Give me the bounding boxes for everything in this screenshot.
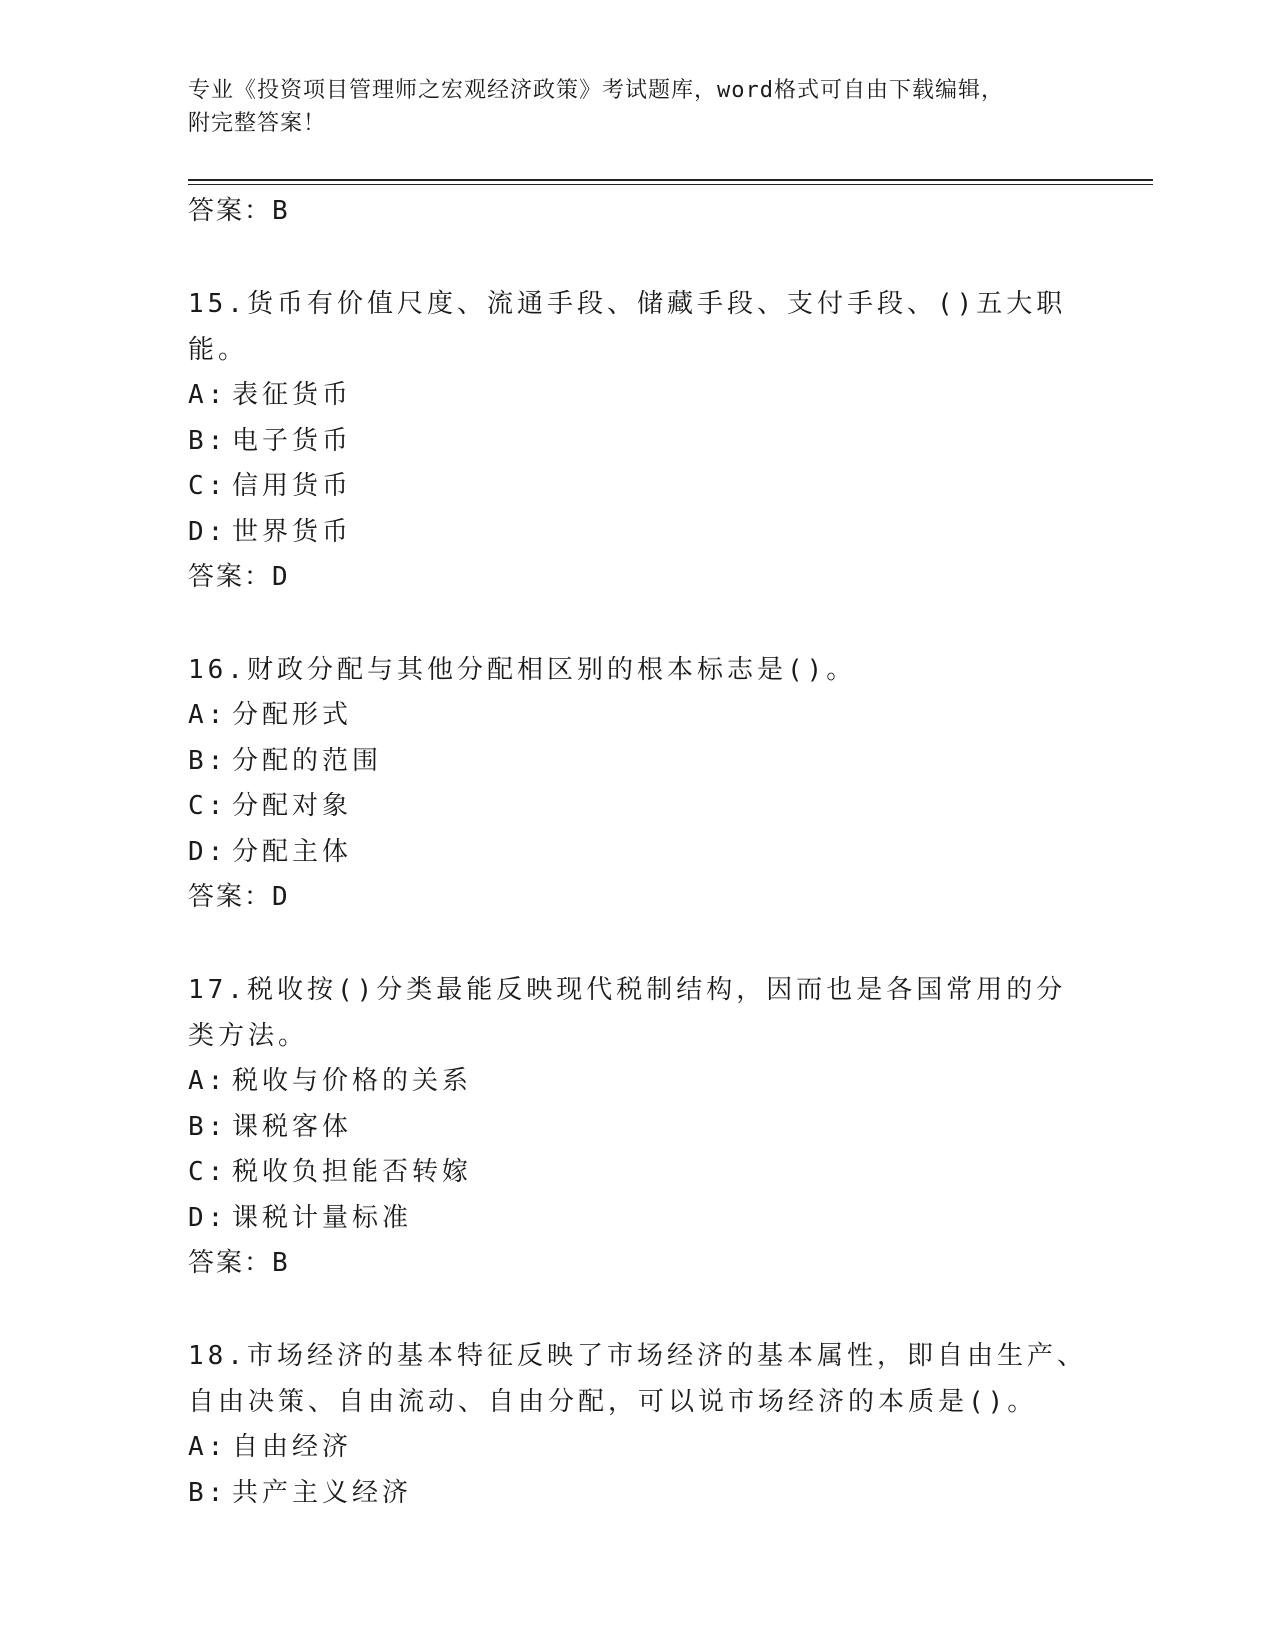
option-letter: B: (188, 1111, 228, 1142)
option-letter: D: (188, 1202, 228, 1233)
question-text: 17.税收按()分类最能反映现代税制结构，因而也是各国常用的分类方法。 (188, 975, 1067, 1051)
option-letter: A: (188, 1432, 228, 1462)
option-letter: A: (188, 380, 228, 410)
option-text: 税收与价格的关系 (232, 1066, 473, 1096)
option-letter: C: (188, 471, 228, 501)
option-text: 表征货币 (232, 380, 353, 410)
option-text: 课税客体 (232, 1111, 353, 1142)
question-item (188, 647, 1088, 919)
option-text: 分配形式 (232, 700, 353, 730)
option-letter: A: (188, 700, 228, 730)
option-letter: C: (188, 791, 228, 821)
header-divider-thin (188, 184, 1153, 185)
option-letter: B: (188, 745, 228, 776)
option-letter: D: (188, 516, 228, 547)
option-c (188, 784, 1088, 830)
option-c (188, 1150, 1088, 1196)
option-text: 分配主体 (232, 836, 353, 867)
question-text: 16.财政分配与其他分配相区别的根本标志是()。 (188, 655, 857, 685)
option-text: 信用货币 (232, 471, 353, 501)
option-d (188, 1196, 1088, 1242)
option-letter: A: (188, 1066, 228, 1096)
option-text: 自由经济 (232, 1432, 353, 1462)
option-d (188, 830, 1088, 876)
option-text: 共产主义经济 (232, 1477, 413, 1508)
document-header (188, 74, 1088, 140)
header-line-1: 专业《投资项目管理师之宏观经济政策》考试题库，word格式可自由下载编辑， (188, 78, 1004, 103)
question-text: 18.市场经济的基本特征反映了市场经济的基本属性，即自由生产、自由决策、自由流动、自由分配，可以说市场经济的本质是()。 (188, 1341, 1087, 1417)
option-letter: B: (188, 1477, 228, 1508)
answer-line: 答案：B (188, 196, 290, 226)
option-b (188, 739, 1088, 785)
option-text: 电子货币 (232, 425, 353, 456)
option-a (188, 1059, 1088, 1105)
option-letter: B: (188, 425, 228, 456)
question-item (188, 1333, 1088, 1516)
question-text: 15.货币有价值尺度、流通手段、储藏手段、支付手段、()五大职能。 (188, 289, 1067, 365)
option-b (188, 419, 1088, 465)
option-c (188, 464, 1088, 510)
option-text: 世界货币 (232, 516, 353, 547)
option-text: 分配的范围 (232, 745, 383, 776)
question-list (188, 189, 1088, 1564)
question-item (188, 281, 1088, 599)
header-divider-thick (188, 179, 1153, 181)
option-letter: D: (188, 836, 228, 867)
question-item (188, 967, 1088, 1285)
option-a (188, 373, 1088, 419)
header-line-2: 附完整答案！ (188, 111, 327, 136)
option-a (188, 1425, 1088, 1471)
option-text: 课税计量标准 (232, 1202, 413, 1233)
option-text: 税收负担能否转嫁 (232, 1157, 473, 1187)
option-letter: C: (188, 1157, 228, 1187)
option-d (188, 510, 1088, 556)
option-b (188, 1471, 1088, 1517)
option-text: 分配对象 (232, 791, 353, 821)
answer-line: 答案：D (188, 882, 290, 912)
option-a (188, 693, 1088, 739)
answer-line: 答案：D (188, 562, 290, 592)
answer-line: 答案：B (188, 1248, 290, 1278)
option-b (188, 1105, 1088, 1151)
